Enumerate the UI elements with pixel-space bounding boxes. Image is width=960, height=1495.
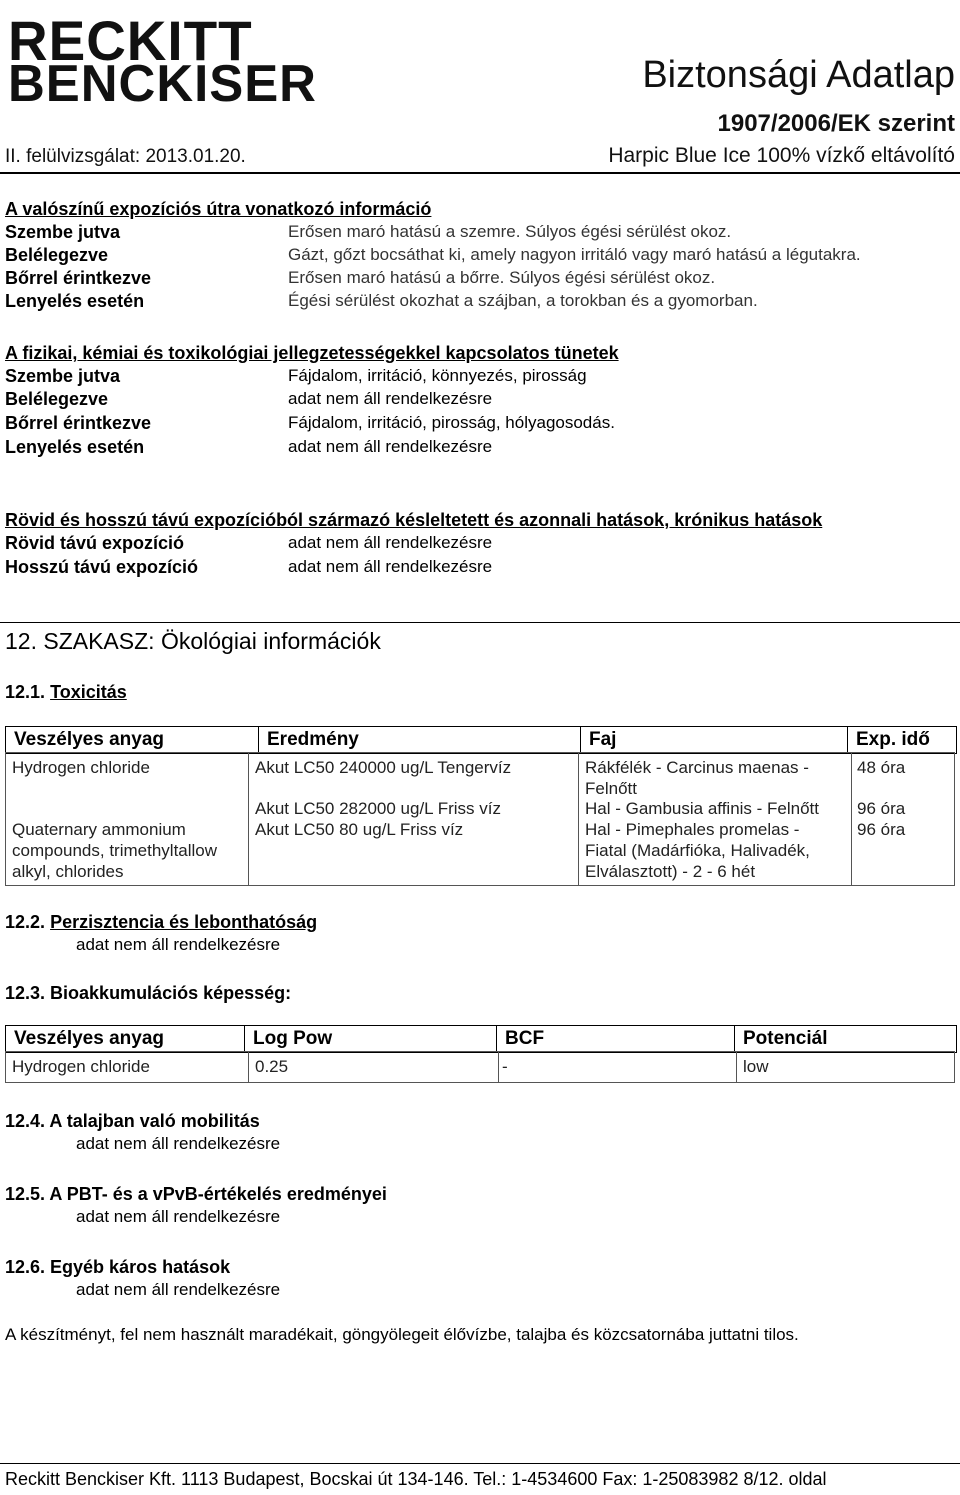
toxicity-result-2: Akut LC50 282000 ug/L Friss víz [255, 799, 502, 818]
symptoms-value-ingest: adat nem áll rendelkezésre [288, 437, 493, 456]
toxicity-species-line-1: Rákfélék - Carcinus maenas - [585, 758, 809, 777]
exposure-label-eye: Szembe jutva [5, 222, 121, 242]
symptoms-label-ingest: Lenyelés esetén [5, 437, 145, 457]
bio-header-bcf: BCF [496, 1026, 734, 1052]
toxicity-header-time: Exp. idő [847, 727, 956, 753]
toxicity-species-line-6: Elválasztott) - 2 - 6 hét [585, 862, 756, 881]
toxicity-species-line-2: Felnőtt [585, 779, 637, 798]
section-12-title: 12. SZAKASZ: Ökológiai információk [5, 628, 381, 654]
toxicity-result-3: Akut LC50 80 ug/L Friss víz [255, 820, 464, 839]
effects-value-long: adat nem áll rendelkezésre [288, 557, 493, 576]
exposure-value-inhale: Gázt, gőzt bocsáthat ki, amely nagyon irritáló vagy maró hatású a légutakra. [288, 245, 861, 264]
persistence-number: 12.2. [5, 912, 46, 932]
logo-line-1: RECKITT [8, 9, 253, 72]
toxicity-table-body [5, 752, 955, 886]
bio-row-bcf: - [502, 1057, 508, 1076]
symptoms-value-skin: Fájdalom, irritáció, pirosság, hólyagosodás. [288, 413, 615, 432]
toxicity-time-3: 96 óra [857, 820, 906, 839]
symptoms-heading: A fizikai, kémiai és toxikológiai jellegzetességekkel kapcsolatos tünetek [5, 343, 619, 363]
pbt-heading: 12.5. A PBT- és a vPvB-értékelés eredményei [5, 1184, 387, 1204]
symptoms-label-eye: Szembe jutva [5, 366, 121, 386]
header-divider [0, 172, 960, 174]
toxicity-substance-2-line-2: compounds, trimethyltallow [12, 841, 218, 860]
exposure-label-skin: Bőrrel érintkezve [5, 268, 152, 288]
document-title: Biztonsági Adatlap [642, 54, 955, 96]
symptoms-value-eye: Fájdalom, irritáció, könnyezés, pirosság [288, 366, 587, 385]
toxicity-substance-2-line-3: alkyl, chlorides [12, 862, 124, 881]
persistence-value: adat nem áll rendelkezésre [76, 935, 281, 954]
bio-header-substance: Veszélyes anyag [14, 1028, 164, 1049]
effects-label-short: Rövid távú expozíció [5, 533, 185, 553]
company-logo [8, 8, 317, 113]
bioaccumulation-heading: 12.3. Bioakkumulációs képesség: [5, 983, 292, 1003]
toxicity-species-line-4: Hal - Pimephales promelas - [585, 820, 800, 839]
exposure-heading: A valószínű expozíciós útra vonatkozó információ [5, 199, 432, 219]
toxicity-number: 12.1. [5, 682, 46, 702]
exposure-value-ingest: Égési sérülést okozhat a szájban, a torokban és a gyomorban. [288, 291, 758, 310]
bio-row-logpow: 0.25 [255, 1057, 289, 1076]
section-divider [0, 622, 960, 623]
other-effects-heading: 12.6. Egyéb káros hatások [5, 1257, 231, 1277]
effects-value-short: adat nem áll rendelkezésre [288, 533, 493, 552]
symptoms-label-inhale: Belélegezve [5, 389, 109, 409]
effects-label-long: Hosszú távú expozíció [5, 557, 199, 577]
page-footer: Reckitt Benckiser Kft. 1113 Budapest, Bocskai út 134-146. Tel.: 1-4534600 Fax: 1-25083982 8/12. oldal [5, 1469, 827, 1489]
effects-heading: Rövid és hosszú távú expozícióból származó késleltetett és azonnali hatások, krónikus hatások [5, 510, 823, 530]
exposure-value-skin: Erősen maró hatású a bőrre. Súlyos égési sérülést okoz. [288, 268, 716, 287]
logo-line-2: BENCKISER [8, 55, 317, 113]
other-effects-value: adat nem áll rendelkezésre [76, 1280, 281, 1299]
bio-header-potential: Potenciál [734, 1026, 956, 1052]
bio-row-substance: Hydrogen chloride [12, 1057, 150, 1076]
regulation-label: 1907/2006/EK szerint [717, 110, 955, 137]
toxicity-header-substance: Veszélyes anyag [14, 729, 164, 750]
footer-divider [0, 1463, 960, 1464]
product-name: Harpic Blue Ice 100% vízkő eltávolító [608, 144, 955, 167]
bioaccumulation-table-body [5, 1051, 955, 1083]
bio-header-logpow: Log Pow [244, 1026, 496, 1052]
toxicity-result-1: Akut LC50 240000 ug/L Tengervíz [255, 758, 512, 777]
persistence-heading [5, 912, 317, 933]
toxicity-substance-2-line-1: Quaternary ammonium [12, 820, 186, 839]
toxicity-header-result: Eredmény [258, 727, 578, 753]
toxicity-time-1: 48 óra [857, 758, 906, 777]
exposure-value-eye: Erősen maró hatású a szemre. Súlyos égési sérülést okoz. [288, 222, 732, 241]
bio-row-potential: low [743, 1057, 769, 1076]
pbt-value: adat nem áll rendelkezésre [76, 1207, 281, 1226]
toxicity-title: Toxicitás [50, 682, 127, 702]
mobility-heading: 12.4. A talajban való mobilitás [5, 1111, 260, 1131]
exposure-label-ingest: Lenyelés esetén [5, 291, 145, 311]
toxicity-species-line-3: Hal - Gambusia affinis - Felnőtt [585, 799, 819, 818]
toxicity-heading [5, 682, 127, 703]
bioaccumulation-table-header [5, 1025, 957, 1053]
toxicity-header-species: Faj [580, 727, 852, 753]
revision-date: II. felülvizsgálat: 2013.01.20. [5, 146, 246, 167]
persistence-title: Perzisztencia és lebonthatóság [50, 912, 318, 932]
mobility-value: adat nem áll rendelkezésre [76, 1134, 281, 1153]
toxicity-table-header [5, 726, 957, 754]
disposal-note: A készítményt, fel nem használt maradékait, göngyölegeit élővízbe, talajba és közcsatornába juttatni tilos. [5, 1325, 799, 1344]
toxicity-substance-1: Hydrogen chloride [12, 758, 150, 777]
exposure-label-inhale: Belélegezve [5, 245, 109, 265]
toxicity-time-2: 96 óra [857, 799, 906, 818]
symptoms-label-skin: Bőrrel érintkezve [5, 413, 152, 433]
toxicity-species-line-5: Fiatal (Madárfióka, Halivadék, [585, 841, 810, 860]
symptoms-value-inhale: adat nem áll rendelkezésre [288, 389, 493, 408]
